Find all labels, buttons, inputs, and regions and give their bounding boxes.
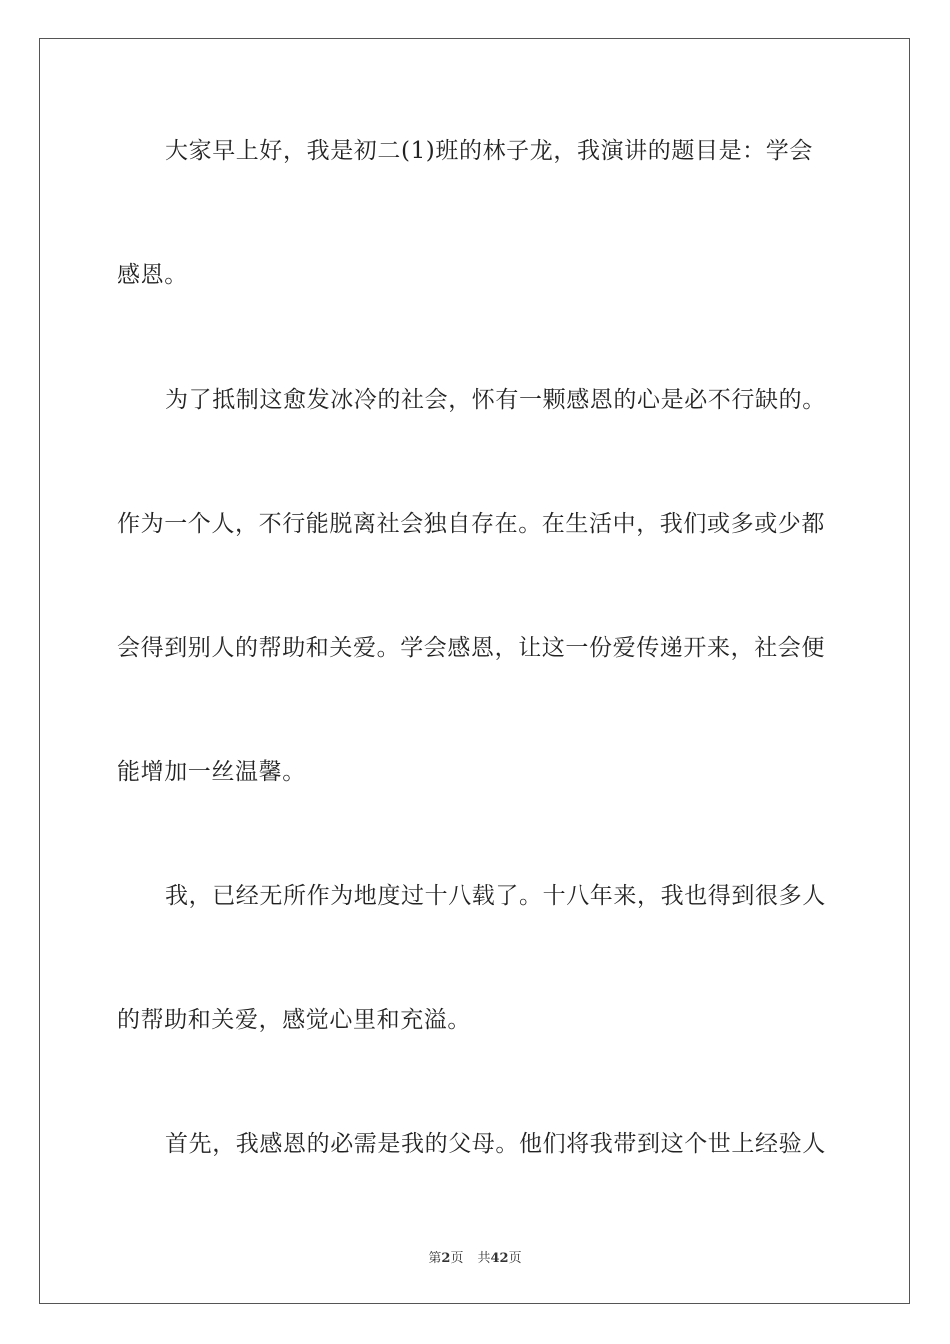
total-page-count: 42 <box>490 1251 509 1266</box>
text-line: 的帮助和关爱，感觉心里和充溢。 <box>117 1007 471 1033</box>
total-prefix: 共 <box>477 1251 491 1266</box>
text-line: 大家早上好，我是初二(1)班的林子龙，我演讲的题目是：学会 <box>165 138 813 164</box>
text-line: 会得到别人的帮助和关爱。学会感恩，让这一份爱传递开来，社会便 <box>117 635 825 661</box>
text-line: 能增加一丝温馨。 <box>117 759 306 785</box>
page-prefix: 第 <box>428 1251 442 1266</box>
text-line: 我，已经无所作为地度过十八载了。十八年来，我也得到很多人 <box>165 883 826 909</box>
total-suffix: 页 <box>508 1251 522 1266</box>
text-line: 感恩。 <box>117 262 188 288</box>
current-page-number: 2 <box>441 1251 451 1266</box>
page-suffix: 页 <box>450 1251 464 1266</box>
page-border <box>39 38 910 1304</box>
text-line: 作为一个人，不行能脱离社会独自存在。在生活中，我们或多或少都 <box>117 511 825 537</box>
text-line: 首先，我感恩的必需是我的父母。他们将我带到这个世上经验人 <box>165 1131 826 1157</box>
page-footer <box>0 1247 950 1266</box>
text-line: 为了抵制这愈发冰冷的社会，怀有一颗感恩的心是必不行缺的。 <box>165 387 826 413</box>
